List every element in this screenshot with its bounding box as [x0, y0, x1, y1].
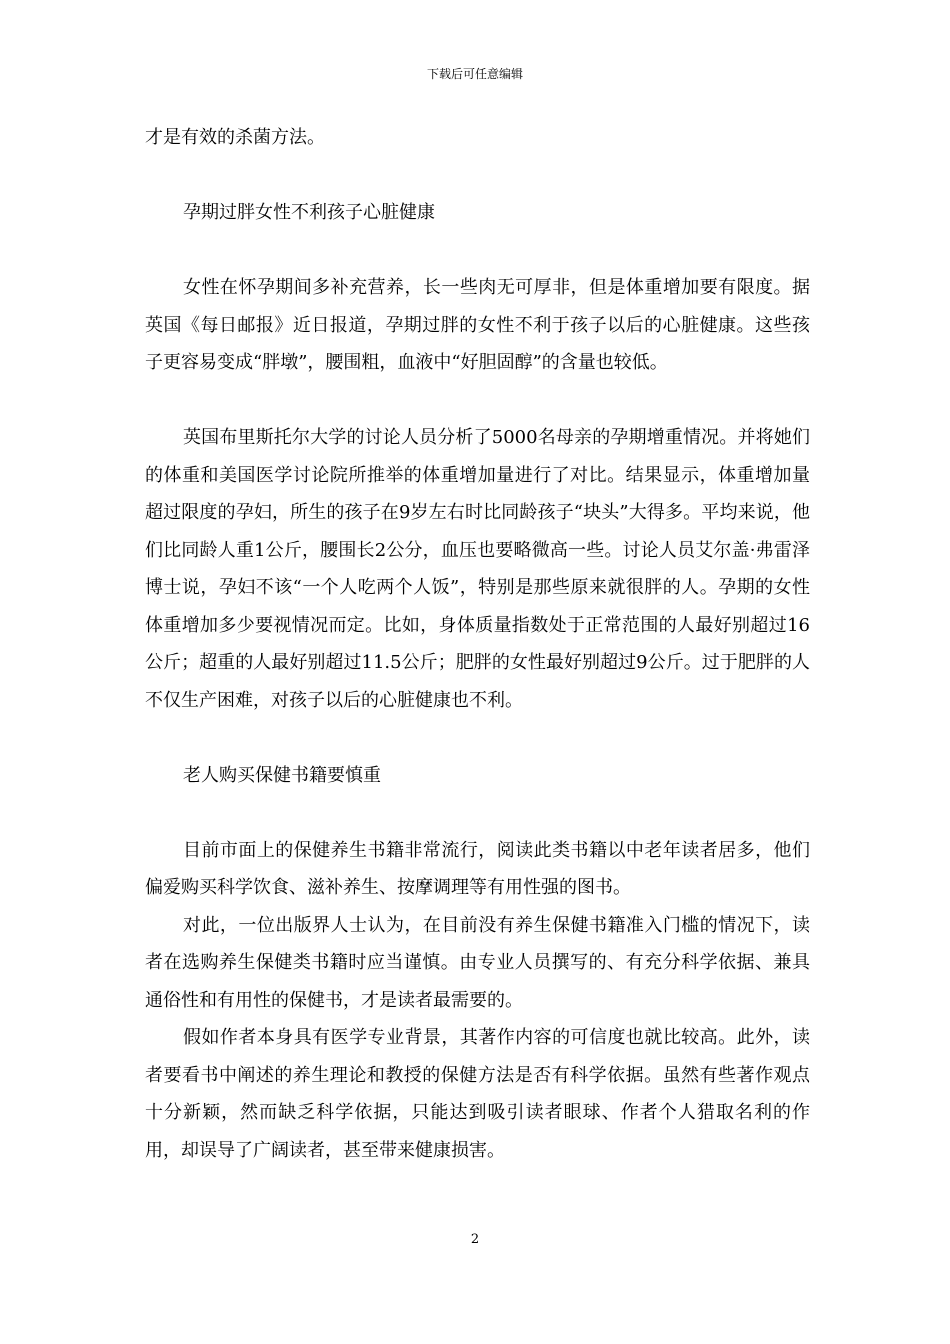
paragraph-gap: [145, 157, 810, 195]
page-header: 下载后可任意编辑: [426, 67, 523, 81]
page-number: 2: [470, 1232, 480, 1247]
paragraph-books-market: 目前市面上的保健养生书籍非常流行，阅读此类书籍以中老年读者居多，他们偏爱购买科学饮食、滋补养生、按摩调理等有用性强的图书。: [145, 839, 810, 898]
section-heading-health-books: 老人购买保健书籍要慎重: [183, 764, 381, 786]
paragraph-continuation: 才是有效的杀菌方法。: [145, 127, 325, 148]
paragraph-gap: [145, 794, 810, 832]
paragraph-pregnancy-study: 英国布里斯托尔大学的讨论人员分析了5000名母亲的孕期增重情况。并将她们的体重和美国医学讨论院所推举的体重增加量进行了对比。结果显示，体重增加量超过限度的孕妇，所生的孩子在9岁左右时比同龄孩子“块头”大得多。平均来说，他们比同龄人重1公斤，腰围长2公分，血压也要略微高一些。讨论人员艾尔盖·弗雷泽博士说，孕妇不该“一个人吃两个人饭”，特别是那些原来就很胖的人。孕期的女性体重增加多少要视情况而定。比如，身体质量指数处于正常范围的人最好别超过16公斤；超重的人最好别超过11.5公斤；肥胖的女性最好别超过9公斤。过于肥胖的人不仅生产困难，对孩子以后的心脏健康也不利。: [145, 427, 810, 711]
paragraph-gap: [145, 719, 810, 757]
paragraph-pregnancy-intro: 女性在怀孕期间多补充营养，长一些肉无可厚非，但是体重增加要有限度。据英国《每日邮报》近日报道，孕期过胖的女性不利于孩子以后的心脏健康。这些孩子更容易变成“胖墩”，腰围粗，血液中“好胆固醇”的含量也较低。: [145, 277, 810, 373]
paragraph-gap: [145, 232, 810, 270]
section-heading-pregnancy: 孕期过胖女性不利孩子心脏健康: [183, 202, 435, 223]
paragraph-books-author: 假如作者本身具有医学专业背景，其著作内容的可信度也就比较高。此外，读者要看书中阐述的养生理论和教授的保健方法是否有科学依据。虽然有些著作观点十分新颖，然而缺乏科学依据，只能达到吸引读者眼球、作者个人猎取名利的作用，却误导了广阔读者，甚至带来健康损害。: [145, 1027, 810, 1161]
paragraph-gap: [145, 382, 810, 420]
document-body: [145, 119, 810, 1169]
paragraph-books-advice: 对此，一位出版界人士认为，在目前没有养生保健书籍准入门槛的情况下，读者在选购养生保健类书籍时应当谨慎。由专业人员撰写的、有充分科学依据、兼具通俗性和有用性的保健书，才是读者最需要的。: [145, 914, 810, 1011]
